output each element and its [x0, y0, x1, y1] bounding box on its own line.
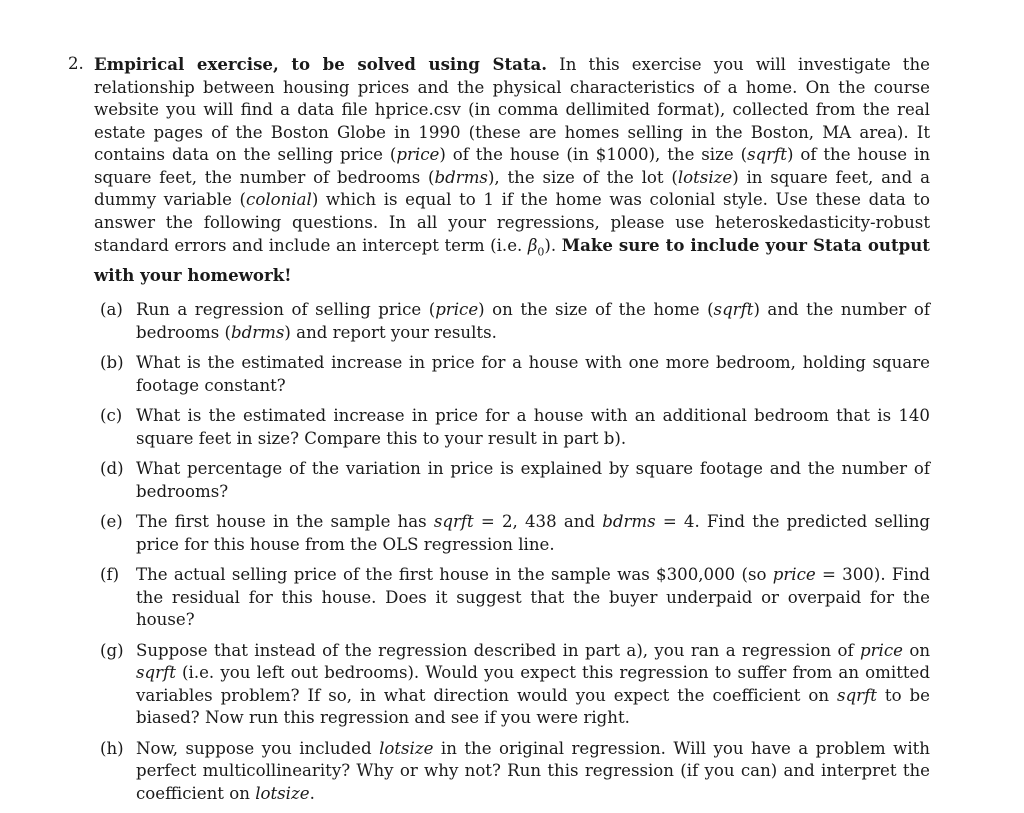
part-g: (g) Suppose that instead of the regression described in part a), you ran a regression of price on sqrft (i.e. you left out bedrooms). Would you expect this regression to suffer from an omitted variables problem? If so, in what direction would you expect the coefficient on sqrft to be biased? Now run this regression and see if you were right. — [100, 640, 931, 728]
problem-intro: Empirical exercise, to be solved using Stata. In this exercise you will investigate the relationship between housing prices and the physical characteristics of a home. On the course website you will find a data file hprice.csv (in comma dellimited format), collected from the real estate pages of the Boston Globe in 1990 (these are homes selling in the Boston, MA area). It contains data on the selling price (price) of the house (in $1000), the size (sqrft) of the house in square feet, the number of bedrooms (bdrms), the size of the lot (lotsize) in square feet, and a dummy variable (colonial) which is equal to 1 if the home was colonial style. Use these data to answer the following questions. In all your regressions, please use heteroskedasticity-robust standard errors and include an intercept term (i.e. $\beta_0$). Make sure to include your Stata output with your homework! — [94, 54, 931, 285]
var-sqrft: sqrft — [747, 145, 787, 164]
exercise-page — [68, 53, 930, 813]
part-e: (e) The first house in the sample has sqrft = 2, 438 and bdrms = 4. Find the predicted selling price for this house from the OLS regression line. — [100, 512, 931, 554]
part-f: (f) The actual selling price of the first house in the sample was $300,000 (so price = 300). Find the residual for this house. Does it suggest that the buyer underpaid or overpaid for the house? — [100, 565, 930, 630]
beta-subscript: 0 — [537, 245, 545, 259]
var-colonial: colonial — [246, 190, 312, 209]
question-parts — [100, 299, 930, 805]
problem-heading: Empirical exercise, to be solved using Stata. — [94, 54, 548, 74]
var-bdrms: bdrms — [434, 167, 488, 187]
beta-symbol: β — [527, 236, 538, 255]
var-lotsize: lotsize — [677, 167, 733, 187]
var-price: price — [396, 145, 440, 164]
part-c: (c) What is the estimated increase in price for a house with an additional bedroom that is 140 square feet in size? Compare this to your result in part b). — [100, 406, 930, 448]
part-a: (a) Run a regression of selling price (price) on the size of the home (sqrft) and the number of bedrooms (bdrms) and report your results. — [100, 300, 930, 342]
closing-instruction: Make sure to include your Stata output with your homework! — [94, 235, 930, 285]
part-h: (h) Now, suppose you included lotsize in the original regression. Will you have a problem with perfect multicollinearity? Why or why not? Run this regression (if you can) and interpret the coefficient on lotsize. — [100, 738, 930, 803]
problem-number: 2. — [68, 54, 84, 73]
part-b: (b) What is the estimated increase in price for a house with one more bedroom, holding square footage constant? — [100, 353, 930, 395]
problem-2 — [68, 53, 930, 287]
part-d: (d) What percentage of the variation in price is explained by square footage and the number of bedrooms? — [100, 459, 930, 501]
